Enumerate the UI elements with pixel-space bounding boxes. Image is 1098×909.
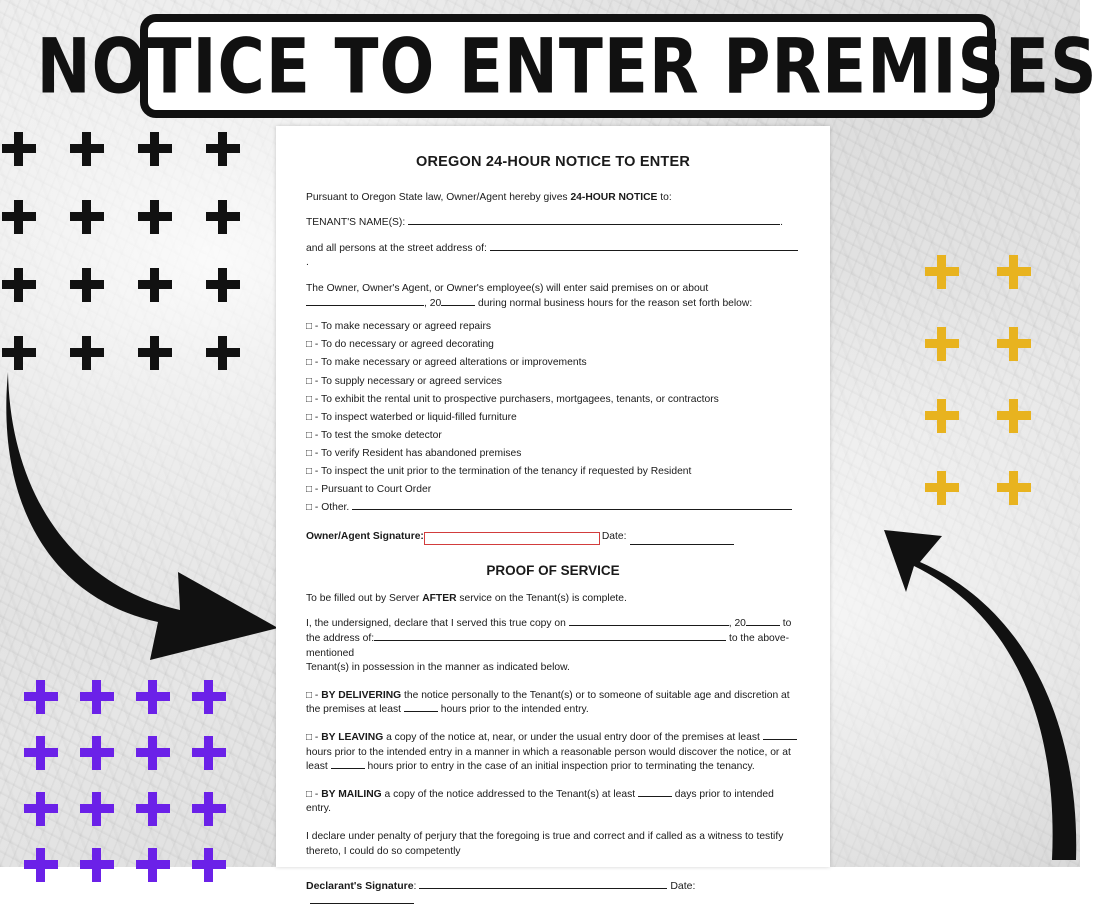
- reasons-checklist: [306, 320, 800, 516]
- reason-label: To inspect waterbed or liquid-filled furniture: [321, 411, 517, 423]
- plus-mark-icon: [136, 680, 170, 714]
- served-text-c: to: [779, 618, 792, 630]
- other-reason-input[interactable]: [352, 509, 792, 510]
- checkbox-icon[interactable]: □: [306, 375, 313, 387]
- owner-date-input[interactable]: [630, 544, 734, 545]
- declarant-signature-row: [306, 879, 800, 909]
- reason-item-other[interactable]: [306, 501, 800, 516]
- reason-item[interactable]: [306, 483, 800, 498]
- checkbox-icon[interactable]: □: [306, 339, 313, 351]
- address-label: and all persons at the street address of:: [306, 242, 487, 254]
- served-year-prefix: , 20: [728, 618, 746, 630]
- reason-label: To verify Resident has abandoned premises: [321, 448, 522, 459]
- reason-label: To exhibit the rental unit to prospective purchasers, mortgagees, tenants, or contractors: [321, 393, 719, 405]
- reason-item[interactable]: [306, 356, 800, 371]
- entry-text: The Owner, Owner's Agent, or Owner's employee(s) will enter said premises on or about: [306, 283, 709, 295]
- tenant-name-line: [306, 216, 800, 231]
- served-date-input[interactable]: [569, 625, 729, 626]
- entry-text-tail: during normal business hours for the reason set forth below:: [475, 297, 753, 309]
- plus-mark-icon: [206, 268, 240, 302]
- reason-item[interactable]: [306, 320, 800, 335]
- plus-mark-icon: [70, 132, 104, 166]
- checkbox-icon[interactable]: □: [306, 484, 313, 496]
- checkbox-icon[interactable]: □: [306, 731, 313, 743]
- reason-item[interactable]: [306, 393, 800, 408]
- reason-dash: -: [314, 411, 319, 423]
- reason-item[interactable]: [306, 411, 800, 426]
- reason-dash: -: [314, 393, 319, 405]
- plus-mark-icon: [138, 132, 172, 166]
- declarant-date-input[interactable]: [310, 903, 414, 904]
- plus-mark-icon: [192, 736, 226, 770]
- plus-mark-icon: [138, 268, 172, 302]
- proof-intro-bold: AFTER: [422, 592, 457, 604]
- plus-mark-icon: [24, 680, 58, 714]
- plus-mark-icon: [24, 792, 58, 826]
- intro-paragraph: [306, 191, 800, 206]
- plus-mark-icon: [997, 327, 1031, 361]
- plus-mark-icon: [2, 132, 36, 166]
- delivering-text-b: hours prior to the intended entry.: [437, 704, 589, 716]
- declarant-colon: :: [413, 880, 417, 893]
- banner-title: NOTICE TO ENTER PREMISES: [37, 21, 1098, 111]
- served-year-input[interactable]: [746, 625, 780, 626]
- delivering-dash: -: [314, 689, 319, 701]
- owner-signature-row: [306, 530, 800, 545]
- address-period: .: [306, 257, 309, 269]
- by-leaving-label: BY LEAVING: [321, 731, 384, 743]
- by-delivering-label: BY DELIVERING: [321, 689, 402, 701]
- plus-mark-icon: [2, 268, 36, 302]
- plus-mark-icon: [206, 200, 240, 234]
- by-delivering-block[interactable]: [306, 689, 800, 718]
- notice-banner: [37, 14, 1098, 118]
- tenant-name-label: TENANT'S NAME(S):: [306, 217, 406, 229]
- declarant-signature-input[interactable]: [419, 888, 667, 889]
- mailing-text-b: days prior to intended entry.: [306, 788, 774, 815]
- reason-dash: -: [314, 502, 319, 514]
- plus-mark-icon: [997, 399, 1031, 433]
- intro-text-a: Pursuant to Oregon State law, Owner/Agent hereby gives: [306, 191, 571, 203]
- reason-item[interactable]: [306, 338, 800, 353]
- plus-mark-icon: [138, 200, 172, 234]
- plus-mark-icon: [24, 736, 58, 770]
- reason-dash: -: [314, 466, 319, 478]
- proof-intro-a: To be filled out by Server: [306, 592, 423, 604]
- entry-paragraph: [306, 282, 800, 311]
- plus-mark-icon: [192, 792, 226, 826]
- declarant-signature-label: Declarant's Signature: [306, 880, 414, 893]
- intro-bold: 24-HOUR NOTICE: [570, 191, 658, 203]
- document-heading: OREGON 24-HOUR NOTICE TO ENTER: [415, 154, 690, 170]
- checkbox-icon[interactable]: □: [306, 448, 313, 459]
- entry-year-input[interactable]: [441, 305, 475, 306]
- served-text-b: to the above-mentioned: [306, 632, 790, 659]
- curved-arrow-right-icon: [0, 360, 300, 680]
- notice-document: [276, 126, 830, 893]
- owner-date-label: Date:: [601, 530, 627, 542]
- reason-item[interactable]: [306, 447, 800, 462]
- proof-of-service-heading: PROOF OF SERVICE: [486, 562, 620, 578]
- checkbox-icon[interactable]: □: [306, 429, 313, 441]
- reason-dash: -: [314, 484, 319, 496]
- reason-label: To make necessary or agreed alterations or improvements: [321, 357, 587, 369]
- by-leaving-block[interactable]: [306, 731, 800, 775]
- reason-dash: -: [314, 448, 319, 459]
- leaving-hours-input-1[interactable]: [763, 739, 797, 740]
- served-declaration: [306, 617, 800, 675]
- plus-mark-icon: [925, 327, 959, 361]
- plus-mark-icon: [192, 680, 226, 714]
- reason-label: To test the smoke detector: [321, 429, 442, 441]
- reason-label: Other.: [321, 502, 350, 514]
- entry-date-input[interactable]: [306, 305, 424, 306]
- intro-text-c: to:: [657, 191, 672, 203]
- tenant-name-input[interactable]: [408, 224, 780, 225]
- delivering-text-a: the notice personally to the Tenant(s) or to someone of suitable age and discretion at the premises at least: [306, 689, 790, 716]
- owner-signature-field[interactable]: [424, 532, 600, 545]
- reason-dash: -: [314, 429, 319, 441]
- served-text-3: Tenant(s) in possession in the manner as indicated below.: [306, 662, 570, 674]
- checkbox-icon[interactable]: □: [306, 357, 313, 369]
- checkbox-icon[interactable]: □: [306, 502, 313, 514]
- served-text-a: I, the undersigned, declare that I served this true copy on: [306, 618, 569, 630]
- plus-mark-icon: [192, 848, 226, 882]
- checkbox-icon[interactable]: □: [306, 788, 313, 800]
- reason-dash: -: [314, 357, 319, 369]
- reason-item[interactable]: [306, 375, 800, 390]
- mailing-text-a: a copy of the notice addressed to the Tenant(s) at least: [381, 788, 638, 800]
- reason-dash: -: [314, 339, 319, 351]
- checkbox-icon[interactable]: □: [306, 411, 313, 423]
- plus-mark-icon: [2, 200, 36, 234]
- checkbox-icon[interactable]: □: [306, 321, 313, 333]
- tenant-name-period: .: [780, 217, 783, 229]
- leaving-hours-input-2[interactable]: [331, 768, 365, 769]
- plus-mark-icon: [24, 848, 58, 882]
- plus-mark-icon: [80, 792, 114, 826]
- plus-mark-icon: [925, 399, 959, 433]
- served-address-input[interactable]: [374, 640, 726, 641]
- reason-label: To make necessary or agreed repairs: [321, 321, 492, 333]
- plus-mark-icon: [925, 255, 959, 289]
- reason-item[interactable]: [306, 429, 800, 444]
- mailing-days-input[interactable]: [638, 796, 672, 797]
- plus-mark-icon: [70, 268, 104, 302]
- declarant-date-label: Date:: [670, 880, 696, 893]
- served-address-label: the address of:: [306, 632, 375, 644]
- plus-mark-icon: [997, 255, 1031, 289]
- checkbox-icon[interactable]: □: [306, 466, 313, 478]
- reason-dash: -: [314, 321, 319, 333]
- by-mailing-label: BY MAILING: [321, 788, 382, 800]
- plus-mark-icon: [70, 200, 104, 234]
- checkbox-icon[interactable]: □: [306, 393, 313, 405]
- proof-intro: [306, 592, 800, 607]
- reason-label: To supply necessary or agreed services: [321, 375, 502, 387]
- entry-year-prefix: , 20: [424, 297, 442, 309]
- leaving-text-a: a copy of the notice at, near, or under the usual entry door of the premises at least: [383, 731, 763, 743]
- plus-mark-icon: [136, 848, 170, 882]
- by-mailing-block[interactable]: [306, 788, 800, 817]
- leaving-text-c: hours prior to entry in the case of an initial inspection prior to terminating the tenancy.: [364, 761, 755, 773]
- reason-label: To do necessary or agreed decorating: [321, 339, 494, 351]
- address-line: [306, 242, 800, 271]
- mailing-dash: -: [314, 788, 319, 800]
- reason-item[interactable]: [306, 465, 800, 480]
- plus-mark-icon: [206, 132, 240, 166]
- plus-mark-icon: [136, 792, 170, 826]
- checkbox-icon[interactable]: □: [306, 689, 313, 701]
- plus-mark-icon: [80, 736, 114, 770]
- leaving-text-b: hours prior to the intended entry in a manner in which a reasonable person would discover the notice, or at least: [306, 746, 791, 773]
- reason-dash: -: [314, 375, 319, 387]
- reason-label: To inspect the unit prior to the termination of the tenancy if requested by Resident: [321, 466, 692, 478]
- plus-mark-icon: [80, 680, 114, 714]
- plus-mark-icon: [80, 848, 114, 882]
- address-input[interactable]: [490, 250, 798, 251]
- proof-intro-c: service on the Tenant(s) is complete.: [456, 592, 627, 604]
- perjury-statement: I declare under penalty of perjury that the foregoing is true and correct and if called as a witness to testify thereto, I could do so competently: [306, 831, 784, 857]
- delivering-hours-input[interactable]: [404, 711, 438, 712]
- leaving-dash: -: [314, 731, 319, 743]
- owner-signature-label: Owner/Agent Signature:: [306, 530, 424, 542]
- reason-label: Pursuant to Court Order: [321, 484, 432, 496]
- curved-arrow-left-icon: [880, 500, 1080, 867]
- plus-grid-bottomleft: [24, 680, 248, 904]
- plus-mark-icon: [136, 736, 170, 770]
